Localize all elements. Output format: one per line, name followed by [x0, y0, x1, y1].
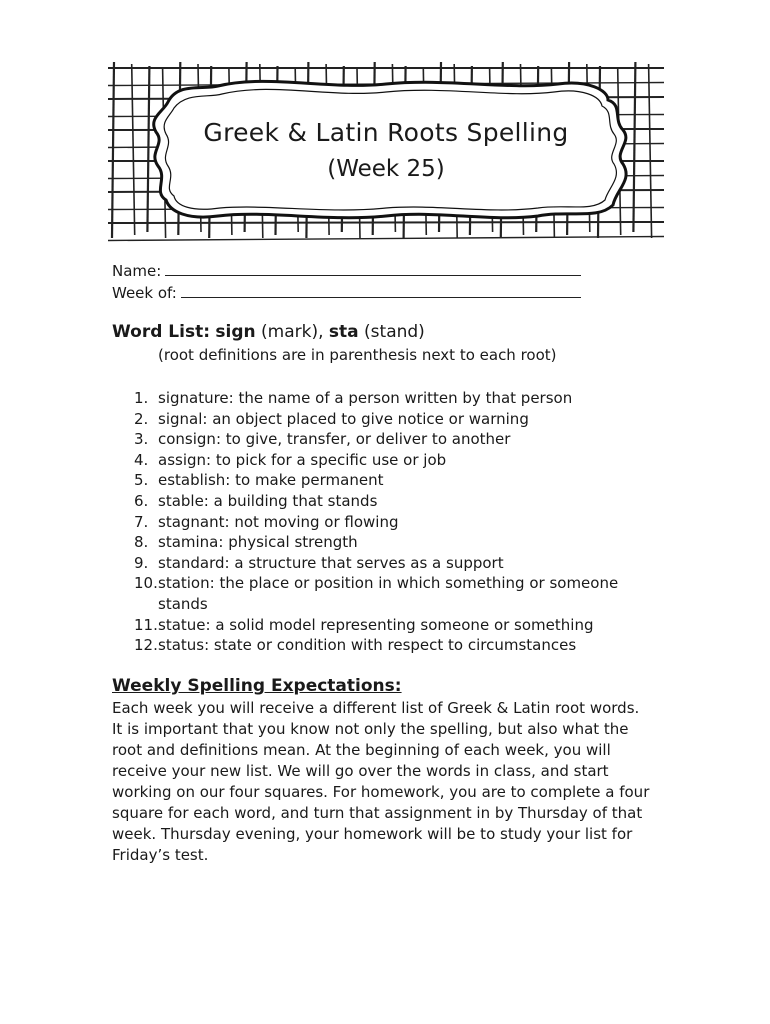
list-item — [112, 450, 652, 471]
scribble-frame — [108, 60, 664, 242]
list-item — [112, 429, 652, 450]
list-item — [112, 635, 652, 656]
list-item-number: 11. — [134, 615, 158, 634]
list-item — [112, 388, 652, 409]
week-field[interactable] — [112, 284, 581, 302]
worksheet-title: Greek & Latin Roots Spelling — [203, 118, 569, 147]
word-list-label: Word List: — [112, 322, 210, 342]
week-blank-line — [181, 296, 581, 298]
expectations-paragraph: Each week you will receive a different list of Greek & Latin root words. It is important that you know not only the spelling, but also what the root and definitions mean. At the beginning of each week, you will receive your new list. We will go over the words in class, and start working on our four squares. For homework, you are to complete a four square for each word, and turn that assignment in by Thursday of that week. Thursday evening, your homework will be to study your list for Friday’s test. — [112, 699, 650, 864]
list-item — [112, 409, 652, 430]
list-item — [112, 553, 652, 574]
list-item-text: consign: to give, transfer, or deliver to another — [158, 430, 511, 449]
list-item-number: 10. — [134, 574, 158, 593]
list-item-text: establish: to make permanent — [158, 471, 384, 490]
list-item-number: 8. — [134, 533, 149, 552]
list-item — [112, 573, 652, 614]
list-item — [112, 615, 652, 636]
list-item — [112, 470, 652, 491]
worksheet-week: (Week 25) — [327, 156, 445, 182]
title-banner — [108, 60, 664, 242]
list-item-text: standard: a structure that serves as a support — [158, 553, 504, 572]
list-item-number: 3. — [134, 430, 149, 449]
root-sta: sta — [328, 322, 359, 342]
root-sign-definition: (mark), — [261, 322, 324, 342]
list-item-text: stamina: physical strength — [158, 533, 358, 552]
list-item-number: 2. — [134, 409, 149, 428]
word-list-heading — [112, 322, 425, 342]
root-sign: sign — [215, 322, 256, 342]
name-field[interactable] — [112, 262, 581, 280]
list-item-number: 5. — [134, 471, 149, 490]
list-item-text: stagnant: not moving or flowing — [158, 512, 399, 531]
list-item-number: 12. — [134, 636, 158, 655]
list-item-number: 4. — [134, 450, 149, 469]
week-label: Week of: — [112, 284, 177, 302]
list-item-number: 7. — [134, 512, 149, 531]
list-item-text: station: the place or position in which something or someone stands — [158, 574, 619, 613]
list-item-text: stable: a building that stands — [158, 491, 378, 510]
word-list — [112, 388, 652, 656]
list-item-text: assign: to pick for a specific use or job — [158, 450, 447, 469]
list-item — [112, 512, 652, 533]
name-label: Name: — [112, 262, 162, 280]
root-note: (root definitions are in parenthesis next to each root) — [158, 346, 557, 364]
list-item-text: signature: the name of a person written by that person — [158, 389, 573, 407]
list-item-text: statue: a solid model representing someone or something — [158, 615, 594, 634]
list-item-text: signal: an object placed to give notice or warning — [158, 409, 529, 428]
list-item-text: status: state or condition with respect to circumstances — [158, 636, 577, 655]
list-item-number: 6. — [134, 491, 149, 510]
root-sta-definition: (stand) — [364, 322, 425, 342]
list-item — [112, 532, 652, 553]
list-item — [112, 491, 652, 512]
list-item-number: 1. — [134, 389, 149, 407]
list-item-number: 9. — [134, 553, 149, 572]
name-blank-line — [165, 274, 581, 276]
expectations-heading: Weekly Spelling Expectations: — [112, 676, 402, 696]
